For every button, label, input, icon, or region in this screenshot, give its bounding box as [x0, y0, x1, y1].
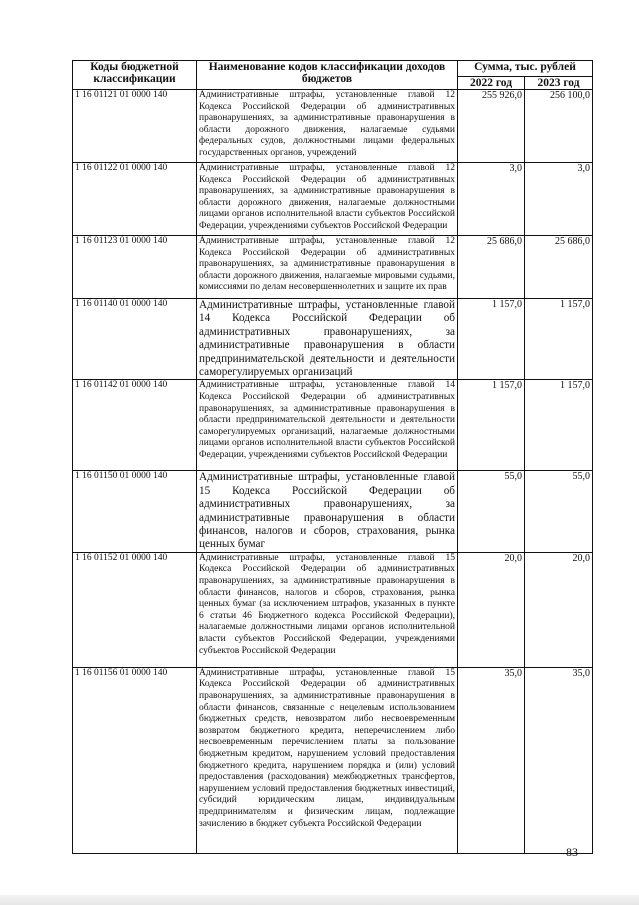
row-code: 1 16 01152 01 0000 140 — [73, 552, 197, 667]
row-name: Административные штрафы, установленные главой 15 Кодекса Российской Федерации об административных правонарушениях, за административные правонарушения в области финансов, связанные с нецелевым использованием бюджетных средств, невозвратом либо несвоевременным возвратом бюджетного кредита, неперечислением либо несвоевременным перечислением платы за пользование бюджетным кредитом, нарушением условий предоставления бюджетного кредита, нарушением порядка и (или) условий предоставления (расходования) межбюджетных трансфертов, нарушением условий предоставления бюджетных инвестиций, субсидий юридическим лицам, индивидуальным предпринимателям и физическим лицам, подлежащие зачислению в бюджет субъекта Российской Федерации — [197, 667, 458, 853]
row-code: 1 16 01156 01 0000 140 — [73, 667, 197, 853]
table-row — [73, 471, 593, 552]
row-value-2023: 25 686,0 — [525, 236, 593, 299]
row-value-2023: 35,0 — [525, 667, 593, 853]
revenue-classification-table — [72, 60, 593, 854]
row-code: 1 16 01142 01 0000 140 — [73, 380, 197, 471]
row-value-2023: 1 157,0 — [525, 380, 593, 471]
row-value-2023: 1 157,0 — [525, 299, 593, 380]
row-value-2022: 1 157,0 — [458, 299, 525, 380]
row-name: Административные штрафы, установленные главой 14 Кодекса Российской Федерации об административных правонарушениях, за административные правонарушения в области предпринимательской деятельности и деятельности саморегулируемых организаций — [197, 299, 458, 380]
row-value-2022: 35,0 — [458, 667, 525, 853]
row-code: 1 16 01121 01 0000 140 — [73, 90, 197, 163]
row-value-2022: 55,0 — [458, 471, 525, 552]
table-row — [73, 299, 593, 380]
header-name: Наименование кодов классификации доходов бюджетов — [197, 61, 458, 90]
row-value-2023: 3,0 — [525, 163, 593, 236]
header-sum: Сумма, тыс. рублей — [458, 61, 593, 77]
row-value-2022: 3,0 — [458, 163, 525, 236]
header-row — [73, 61, 593, 77]
row-name: Административные штрафы, установленные главой 15 Кодекса Российской Федерации об административных правонарушениях, за административные правонарушения в области финансов, налогов и сборов, страхования, рынка ценных бумаг — [197, 471, 458, 552]
row-code: 1 16 01150 01 0000 140 — [73, 471, 197, 552]
row-value-2022: 255 926,0 — [458, 90, 525, 163]
page-number: 83 — [566, 845, 578, 859]
header-year-2023: 2023 год — [525, 77, 593, 90]
table-row — [73, 163, 593, 236]
table-row — [73, 667, 593, 853]
row-name: Административные штрафы, установленные главой 14 Кодекса Российской Федерации об административных правонарушениях, за административные правонарушения в области предпринимательской деятельности и деятельности саморегулируемых организаций, налагаемые должностными лицами органов исполнительной власти субъектов Российской Федерации, учреждениями субъектов Российской Федерации — [197, 380, 458, 471]
row-code: 1 16 01122 01 0000 140 — [73, 163, 197, 236]
row-name: Административные штрафы, установленные главой 15 Кодекса Российской Федерации об административных правонарушениях, за административные правонарушения в области финансов, налогов и сборов, страхования, рынка ценных бумаг (за исключением штрафов, указанных в пункте 6 статьи 46 Бюджетного кодекса Российской Федерации), налагаемые должностными лицами органов исполнительной власти субъектов Российской Федерации, учреждениями субъектов Российской Федерации — [197, 552, 458, 667]
row-value-2023: 20,0 — [525, 552, 593, 667]
row-code: 1 16 01123 01 0000 140 — [73, 236, 197, 299]
row-value-2023: 256 100,0 — [525, 90, 593, 163]
table-row — [73, 380, 593, 471]
row-value-2022: 25 686,0 — [458, 236, 525, 299]
row-name: Административные штрафы, установленные главой 12 Кодекса Российской Федерации об административных правонарушениях, за административные правонарушения в области дорожного движения, налагаемые должностными лицами органов исполнительной власти субъектов Российской Федерации, учреждениями субъектов Российской Федерации — [197, 163, 458, 236]
row-name: Административные штрафы, установленные главой 12 Кодекса Российской Федерации об административных правонарушениях, за административные правонарушения в области дорожного движения, налагаемые мировыми судьями, комиссиями по делам несовершеннолетних и защите их прав — [197, 236, 458, 299]
row-code: 1 16 01140 01 0000 140 — [73, 299, 197, 380]
table-row — [73, 236, 593, 299]
page-edge — [0, 895, 639, 905]
header-year-2022: 2022 год — [458, 77, 525, 90]
row-value-2023: 55,0 — [525, 471, 593, 552]
table-row — [73, 552, 593, 667]
row-name: Административные штрафы, установленные главой 12 Кодекса Российской Федерации об административных правонарушениях, за административные правонарушения в области дорожного движения, налагаемые судьями федеральных судов, должностными лицами федеральных государственных органов, учреждений — [197, 90, 458, 163]
row-value-2022: 20,0 — [458, 552, 525, 667]
header-codes: Коды бюджетной классификации — [73, 61, 197, 90]
table-row — [73, 90, 593, 163]
row-value-2022: 1 157,0 — [458, 380, 525, 471]
